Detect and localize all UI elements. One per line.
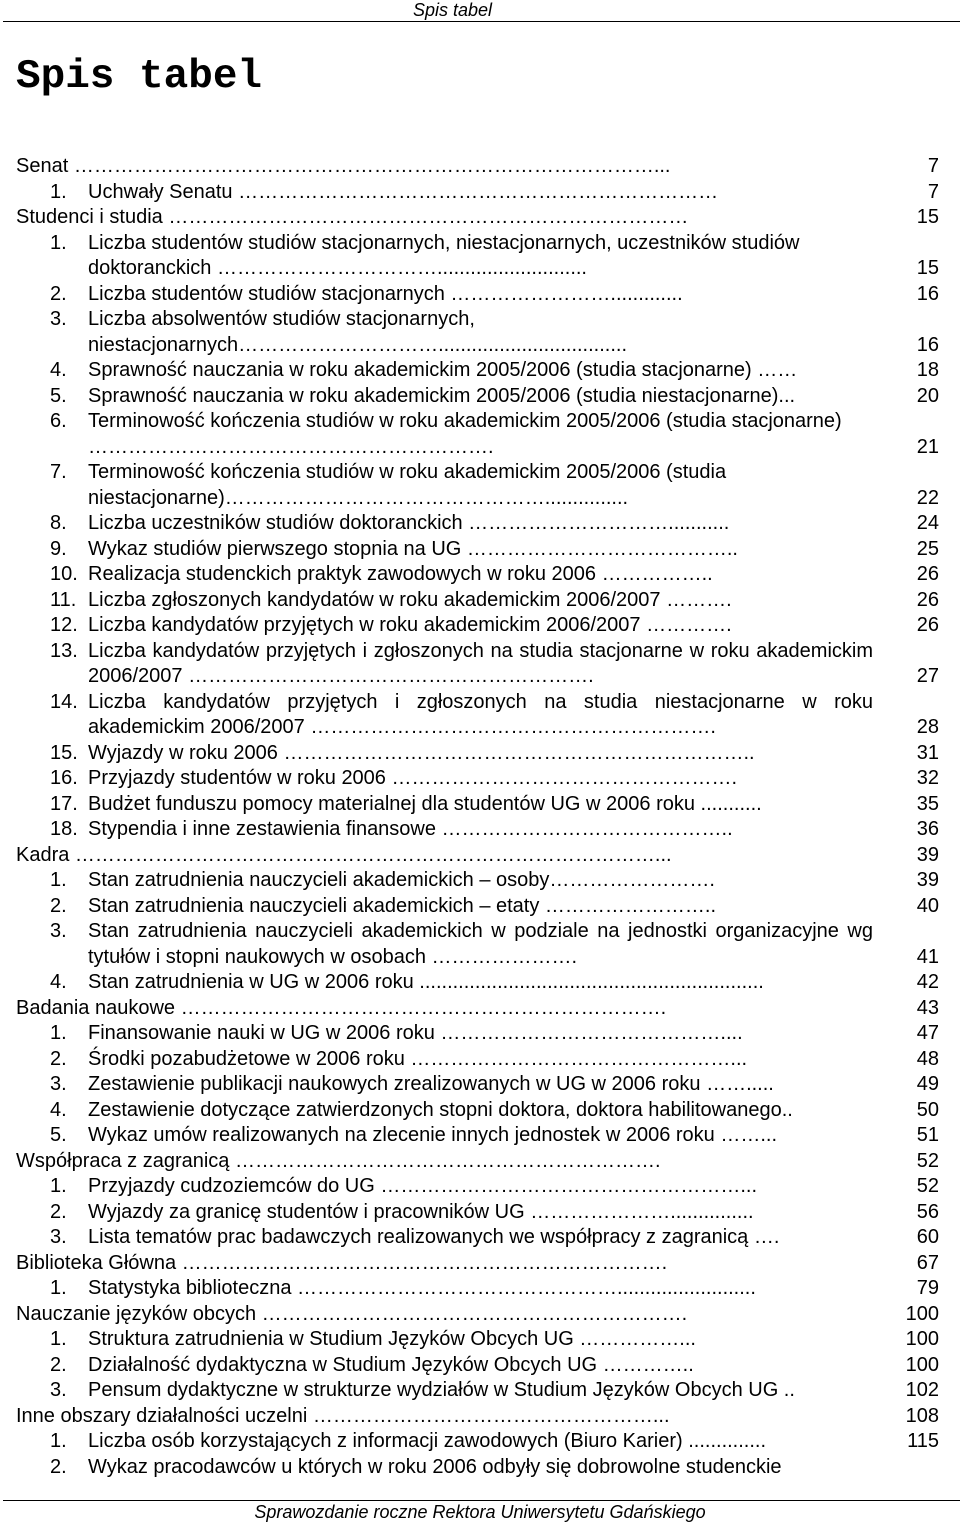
toc-entry-page-number: 100 [905,1302,939,1325]
toc-entry-number: 16. [50,767,78,789]
toc-entry-number: 18. [50,818,78,840]
toc-entry-number: 9. [50,537,67,560]
toc-entry-page-number: 15 [916,206,939,228]
toc-entry[interactable] [0,894,960,920]
toc-entry-page-number: 28 [916,716,939,738]
toc-entry-number: 5. [50,1124,67,1146]
page-title: Spis tabel [16,54,263,100]
toc-entry-title: Realizacja studenckich praktyk zawodowych w roku 2006 …………….. [88,563,713,585]
toc-entry[interactable] [0,1072,960,1098]
toc-entry-page-number: 102 [905,1379,939,1401]
toc-entry-title: Biblioteka Główna ………………………………………………………………. [16,1251,668,1274]
toc-entry-number: 10. [50,563,78,585]
toc-entry-title: Zestawienie publikacji naukowych zrealizowanych w UG w 2006 roku ……..... [88,1073,774,1095]
toc-entry-number: 2. [50,1200,67,1223]
toc-entry-number: 3. [50,920,67,942]
toc-entry-title: Wyjazdy w roku 2006 …………………………………………………………….. [88,741,755,764]
toc-entry-title: Stypendia i inne zestawienia finansowe …………………………………….. [88,818,733,840]
toc-entry[interactable] [0,817,960,843]
toc-entry-title: Liczba studentów studiów stacjonarnych, niestacjonarnych, uczestników studiów doktoranckich ……………………………........................... [88,231,800,279]
toc-entry-page-number: 60 [916,1226,939,1248]
toc-entry-number: 2. [50,1455,67,1478]
toc-entry-number: 3. [50,1073,67,1095]
toc-entry-page-number: 41 [916,945,939,968]
toc-entry-page-number: 27 [916,665,939,687]
toc-entry-number: 2. [50,1353,67,1376]
toc-entry-page-number: 26 [916,563,939,585]
toc-entry[interactable] [0,1378,960,1404]
toc-entry[interactable] [0,766,960,792]
toc-entry-page-number: 39 [916,869,939,891]
toc-entry-title: Nauczanie języków obcych ………………………………………………………. [16,1302,688,1325]
toc-entry-title: Sprawność nauczania w roku akademickim 2005/2006 (studia niestacjonarne)... [88,384,796,407]
toc-section-entry[interactable] [0,154,960,180]
toc-entry-title: Uchwały Senatu ……………………………………………………………… [88,180,719,203]
toc-entry-title: Przyjazdy studentów w roku 2006 ……………………………………………. [88,767,738,789]
toc-entry-page-number: 47 [916,1022,939,1044]
toc-entry[interactable] [0,511,960,537]
toc-entry[interactable] [0,639,960,690]
toc-entry[interactable] [0,1327,960,1353]
toc-entry-page-number: 26 [916,614,939,636]
toc-entry-number: 2. [50,894,67,917]
toc-entry[interactable] [0,1123,960,1149]
toc-entry[interactable] [0,384,960,410]
footer-divider [3,1500,960,1501]
toc-entry-number: 1. [50,1022,67,1044]
toc-entry-page-number: 25 [916,537,939,560]
toc-entry-title: Statystyka biblioteczna …………………………………………......................... [88,1277,756,1299]
toc-entry-title: Lista tematów prac badawczych realizowanych we współpracy z zagranicą …. [88,1226,780,1248]
toc-entry-number: 1. [50,1277,67,1299]
toc-entry-title: Kadra ……………………………………………………………………………... [16,843,672,866]
toc-entry-title: Liczba osób korzystających z informacji zawodowych (Biuro Karier) .............. [88,1430,767,1452]
toc-entry-title: Liczba kandydatów przyjętych i zgłoszonych na studia stacjonarne w roku akademickim 2006/2007 ……………………………………………………. [88,639,873,687]
toc-entry-number: 1. [50,231,67,254]
toc-entry-page-number: 115 [907,1430,939,1452]
toc-entry-title: Stan zatrudnienia w UG w 2006 roku .............................................................. [88,971,764,993]
toc-section-entry[interactable] [0,1302,960,1328]
toc-entry[interactable] [0,307,960,358]
toc-entry-number: 2. [50,282,67,305]
toc-section-entry[interactable] [0,1404,960,1430]
toc-entry[interactable] [0,1047,960,1073]
toc-entry-title: Terminowość kończenia studiów w roku akademickim 2005/2006 (studia niestacjonarne)…………………………………………............... [88,461,727,509]
toc-entry[interactable] [0,1225,960,1251]
toc-entry[interactable] [0,588,960,614]
toc-entry-number: 17. [50,792,78,815]
toc-entry-number: 2. [50,1047,67,1070]
toc-entry-page-number: 16 [916,333,939,356]
toc-section-entry[interactable] [0,1251,960,1277]
toc-entry[interactable] [0,1098,960,1124]
toc-entry[interactable] [0,1200,960,1226]
toc-entry-page-number: 56 [916,1200,939,1223]
toc-entry[interactable] [0,1429,960,1455]
toc-entry-title: Senat ……………………………………………………………………………... [16,155,671,177]
toc-entry-page-number: 7 [927,180,939,203]
toc-entry-page-number: 52 [916,1149,939,1172]
toc-entry-page-number: 50 [916,1098,939,1121]
toc-entry-number: 13. [50,639,78,662]
toc-entry-number: 14. [50,690,78,713]
toc-entry[interactable] [0,537,960,563]
toc-entry-title: Środki pozabudżetowe w 2006 roku …………………………………………... [88,1047,748,1070]
toc-entry[interactable] [0,919,960,970]
toc-entry-title: Stan zatrudnienia nauczycieli akademickich w podziale na jednostki organizacyjne wg tytułów i stopni naukowych w osobach …………………. [88,920,873,968]
toc-entry-page-number: 35 [916,792,939,815]
toc-entry-number: 1. [50,869,67,891]
toc-entry-title: Wykaz studiów pierwszego stopnia na UG ………………………………….. [88,537,738,560]
toc-entry[interactable] [0,970,960,996]
toc-entry-title: Liczba zgłoszonych kandydatów w roku akademickim 2006/2007 ………. [88,588,732,611]
toc-entry-number: 3. [50,1379,67,1401]
toc-entry-page-number: 31 [916,741,939,764]
toc-entry[interactable] [0,358,960,384]
toc-entry-number: 12. [50,614,78,636]
toc-entry-page-number: 36 [916,818,939,840]
toc-entry[interactable] [0,562,960,588]
toc-entry-page-number: 100 [905,1353,939,1376]
toc-entry-page-number: 108 [905,1404,939,1427]
toc-section-entry[interactable] [0,996,960,1022]
toc-entry[interactable] [0,792,960,818]
toc-entry[interactable] [0,282,960,308]
toc-entry[interactable] [0,1353,960,1379]
toc-entry-page-number: 51 [916,1124,939,1146]
toc-entry[interactable] [0,1021,960,1047]
toc-entry-page-number: 79 [916,1277,939,1299]
toc-entry-page-number: 40 [916,894,939,917]
toc-entry-number: 3. [50,1226,67,1248]
toc-entry-number: 8. [50,512,67,534]
toc-entry-title: Terminowość kończenia studiów w roku akademickim 2005/2006 (studia stacjonarne) ……………………………………………………. [88,410,842,458]
toc-entry-page-number: 22 [916,486,939,509]
toc-entry-page-number: 100 [905,1328,939,1350]
toc-entry-page-number: 7 [927,155,939,177]
toc-entry[interactable] [0,1276,960,1302]
toc-entry-page-number: 52 [916,1175,939,1197]
toc-entry-page-number: 21 [916,435,939,458]
toc-entry-title: Wyjazdy za granicę studentów i pracowników UG …………………............... [88,1200,754,1223]
toc-entry[interactable] [0,231,960,282]
toc-entry-title: Budżet funduszu pomocy materialnej dla studentów UG w 2006 roku ........... [88,792,762,815]
toc-entry[interactable] [0,180,960,206]
toc-entry-title: Wykaz umów realizowanych na zlecenie innych jednostek w 2006 roku ……... [88,1124,778,1146]
toc-entry-title: Struktura zatrudnienia w Studium Języków Obcych UG ……………... [88,1328,696,1350]
toc-entry-page-number: 48 [916,1047,939,1070]
toc-entry-title: Pensum dydaktyczne w strukturze wydziałów w Studium Języków Obcych UG .. [88,1379,795,1401]
toc-entry-title: Liczba kandydatów przyjętych i zgłoszonych na studia niestacjonarne w roku akademickim 2006/2007 ……………………………………………………. [88,690,873,738]
toc-entry-number: 3. [50,308,67,330]
toc-entry-page-number: 43 [916,996,939,1019]
running-header: Spis tabel [412,0,492,20]
toc-entry[interactable] [0,613,960,639]
toc-entry-page-number: 18 [916,359,939,381]
toc-entry-title: Liczba absolwentów studiów stacjonarnych, niestacjonarnych………………………….................................. [88,308,628,356]
toc-entry[interactable] [0,690,960,741]
toc-entry-page-number: 24 [916,512,939,534]
toc-entry-page-number: 49 [916,1073,939,1095]
toc-entry[interactable] [0,460,960,511]
toc-entry-page-number: 26 [916,588,939,611]
toc-entry-page-number: 39 [916,843,939,866]
table-of-contents [0,154,960,1480]
toc-entry-page-number: 32 [916,767,939,789]
toc-entry-title: Stan zatrudnienia nauczycieli akademickich – etaty …………………….. [88,894,717,917]
toc-entry-title: Liczba kandydatów przyjętych w roku akademickim 2006/2007 …………. [88,614,732,636]
toc-entry-page-number: 16 [916,282,939,305]
toc-entry[interactable] [0,409,960,460]
toc-entry-title: Współpraca z zagranicą ………………………………………………………. [16,1149,661,1172]
toc-section-entry[interactable] [0,1149,960,1175]
toc-entry-title: Studenci i studia …………………………………………………………………… [16,206,689,228]
toc-entry-title: Działalność dydaktyczna w Studium Języków Obcych UG ………….. [88,1353,694,1376]
toc-entry[interactable] [0,1174,960,1200]
toc-entry-number: 1. [50,180,67,203]
toc-entry[interactable] [0,868,960,894]
toc-entry-title: Przyjazdy cudzoziemców do UG ………………………………………………... [88,1175,757,1197]
page-footer: Sprawozdanie roczne Rektora Uniwersytetu Gdańskiego [254,1502,706,1522]
toc-entry-title: Finansowanie nauki w UG w 2006 roku …………………………………….... [88,1022,743,1044]
toc-entry-page-number: 15 [916,257,939,279]
header-divider [3,21,960,22]
toc-entry-title: Liczba studentów studiów stacjonarnych ……………………............. [88,282,683,305]
toc-entry-title: Liczba uczestników studiów doktoranckich …………………………........... [88,512,730,534]
toc-entry-number: 7. [50,461,67,483]
toc-entry-number: 1. [50,1175,67,1197]
toc-entry-number: 15. [50,741,78,764]
toc-section-entry[interactable] [0,205,960,231]
toc-entry[interactable] [0,1455,960,1481]
toc-entry-number: 4. [50,359,67,381]
toc-entry-title: Badania naukowe ………………………………………………………………. [16,996,667,1019]
toc-section-entry[interactable] [0,843,960,869]
toc-entry-number: 6. [50,410,67,432]
toc-entry-number: 11. [50,588,77,611]
toc-entry-title: Stan zatrudnienia nauczycieli akademickich – osoby……………………. [88,869,715,891]
toc-entry-title: Zestawienie dotyczące zatwierdzonych stopni doktora, doktora habilitowanego.. [88,1098,793,1121]
toc-entry-number: 1. [50,1328,67,1350]
toc-entry-page-number: 67 [916,1251,939,1274]
toc-entry-title: Sprawność nauczania w roku akademickim 2005/2006 (studia stacjonarne) …… [88,359,798,381]
toc-entry-number: 5. [50,384,67,407]
toc-entry-number: 4. [50,971,67,993]
toc-entry-title: Wykaz pracodawców u których w roku 2006 odbyły się dobrowolne studenckie [88,1455,782,1478]
toc-entry-number: 4. [50,1098,67,1121]
toc-entry-title: Inne obszary działalności uczelni ……………………………………………... [16,1404,670,1427]
toc-entry-page-number: 20 [916,384,939,407]
toc-entry[interactable] [0,741,960,767]
toc-entry-number: 1. [50,1430,67,1452]
toc-entry-page-number: 42 [916,971,939,993]
